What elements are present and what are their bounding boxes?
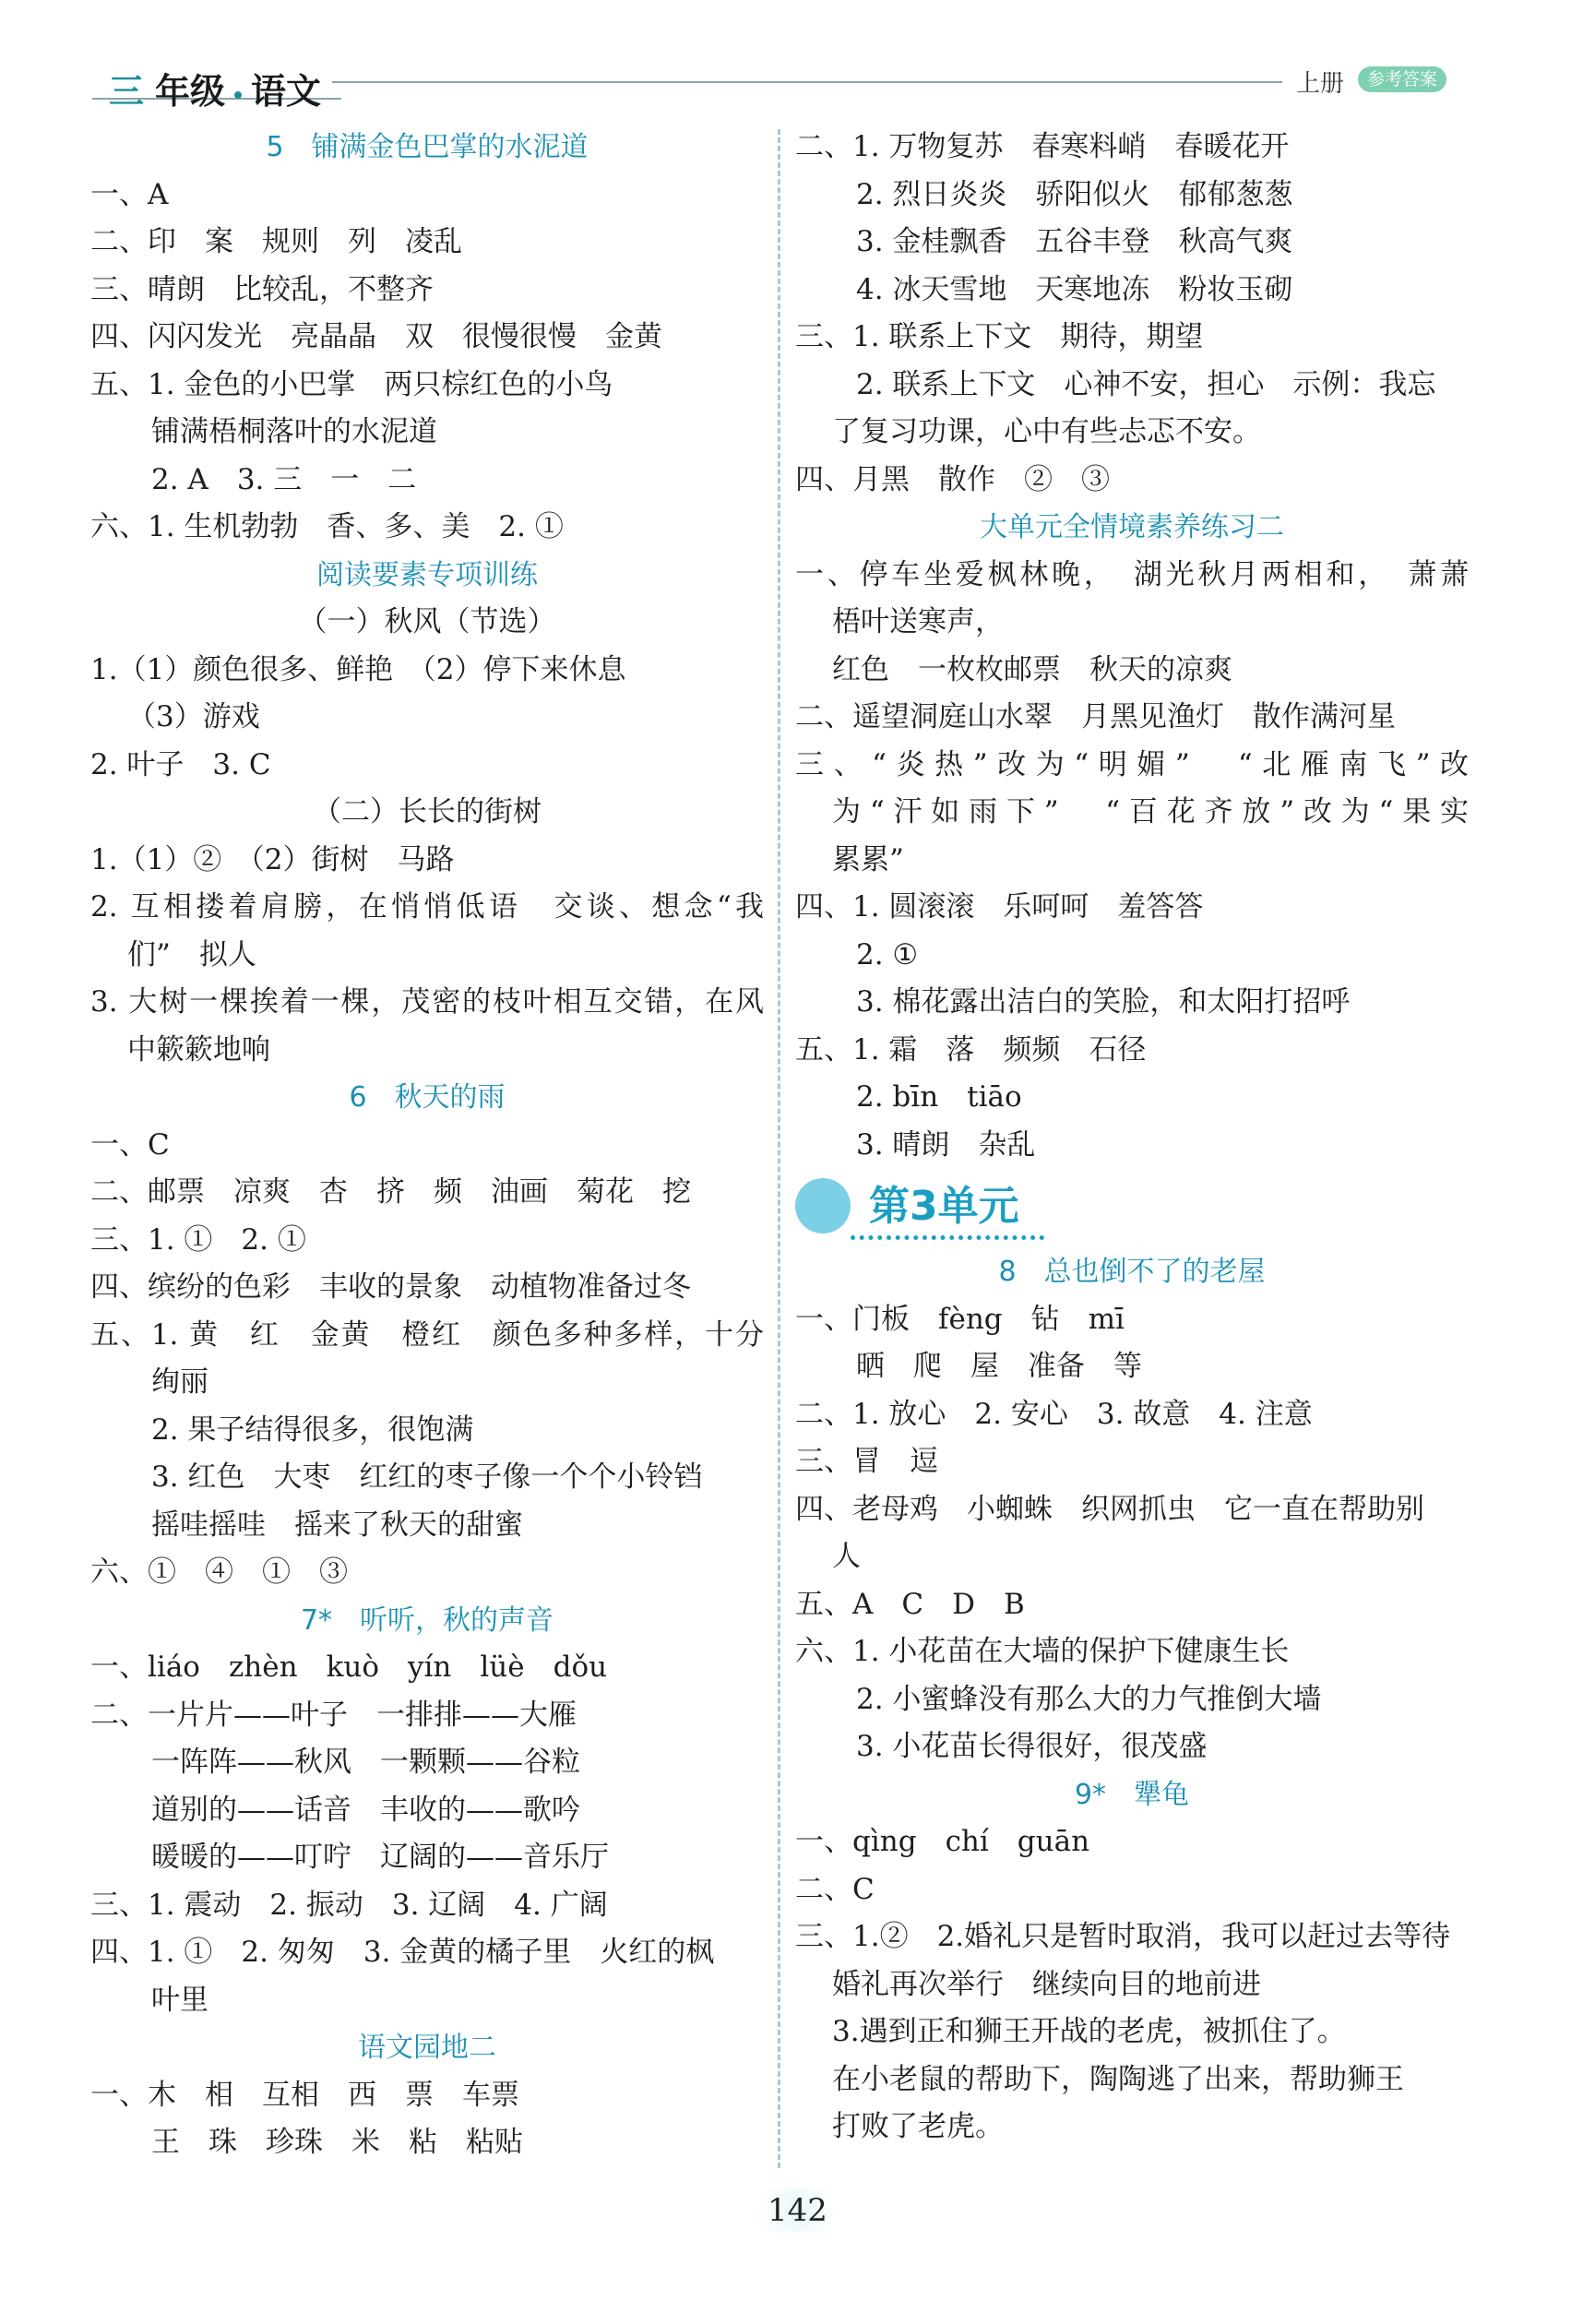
left-column: [90, 124, 764, 2167]
page-number: [0, 2188, 1595, 2233]
answer-line: 打败了老虎。: [832, 2110, 1004, 2143]
answer-line: 二、邮票 凉爽 杏 挤 频 油画 菊花 挖: [90, 1175, 691, 1209]
section-title: 7* 听听，秋的声音: [300, 1603, 554, 1637]
answer-line: 为“汗如雨下” “百花齐放”改为“果实: [832, 795, 1469, 828]
answer-line: 四、缤纷的色彩 丰收的景象 动植物准备过冬: [90, 1270, 691, 1304]
answer-line: 一、停车坐爱枫林晚， 湖光秋月两相和， 萧萧: [795, 557, 1469, 591]
answer-line: 3. 红色 大枣 红红的枣子像一个个小铃铛: [151, 1460, 703, 1494]
answer-line: 梧叶送寒声，: [832, 605, 1004, 638]
answer-line: 中簌簌地响: [127, 1032, 270, 1067]
answer-line: 摇哇摇哇 摇来了秋天的甜蜜: [151, 1508, 523, 1542]
answer-line: 累累”: [832, 842, 904, 876]
section-subtitle: （二）长长的街树: [313, 795, 542, 828]
answer-line: 3. 大树一棵挨着一棵，茂密的枝叶相互交错，在风: [90, 985, 764, 1019]
page-header: [92, 61, 1458, 116]
answer-line: 王 珠 珍珠 米 粘 粘贴: [151, 2126, 523, 2159]
answer-line: 2. 叶子 3. C: [90, 747, 271, 781]
section-title: 8 总也倒不了的老屋: [998, 1256, 1266, 1288]
unit-heading: 第3单元: [869, 1183, 1019, 1230]
answer-line: 四、1. 圆滚滚 乐呵呵 羞答答: [795, 890, 1204, 924]
answer-line: 五、1. 金色的小巴掌 两只棕红色的小鸟: [90, 367, 613, 401]
answer-line: 1.（1）颜色很多、鲜艳 （2）停下来休息: [90, 652, 626, 686]
section-title: 大单元全情境素养练习二: [980, 511, 1284, 543]
answer-line: 四、闪闪发光 亮晶晶 双 很慢很慢 金黄: [90, 320, 662, 353]
answer-line: 一、木 相 互相 西 票 车票: [90, 2078, 519, 2112]
dot-separator-icon: [234, 91, 242, 99]
answer-line: 二、遥望洞庭山水翠 月黑见渔灯 散作满河星: [795, 700, 1396, 733]
answer-line: 暖暖的——叮咛 辽阔的——音乐厅: [151, 1841, 609, 1874]
answer-line: 三、1. 震动 2. 振动 3. 辽阔 4. 广阔: [90, 1888, 608, 1922]
answer-line: 二、1. 放心 2. 安心 3. 故意 4. 注意: [795, 1397, 1313, 1431]
answer-line: 2. 果子结得很多，很饱满: [151, 1412, 474, 1447]
answer-line: 2. 烈日炎炎 骄阳似火 郁郁葱葱: [856, 177, 1293, 211]
answer-line: 一、liáo zhèn kuò yín lüè dǒu: [90, 1651, 608, 1684]
section-title: 5 铺满金色巴掌的水泥道: [266, 131, 589, 163]
answer-line: 们” 拟人: [127, 937, 256, 971]
answer-line: 三、冒 逗: [795, 1445, 938, 1478]
answer-line: 铺满梧桐落叶的水泥道: [151, 415, 437, 448]
answer-line: 一、门板 fèng 钻 mī: [795, 1302, 1125, 1336]
answer-line: 三、1.② 2.婚礼只是暂时取消，我可以赶过去等待: [795, 1920, 1451, 1953]
answer-line: 2. 互相搂着肩膀，在悄悄低语 交谈、想念“我: [90, 890, 764, 924]
subject-label: 语文: [251, 70, 322, 112]
answer-line: 四、老母鸡 小蜘蛛 织网抓虫 它一直在帮助别: [795, 1492, 1424, 1526]
answer-key-badge: 参考答案: [1358, 66, 1446, 92]
answer-line: 四、1. ① 2. 匆匆 3. 金黄的橘子里 火红的枫: [90, 1936, 715, 1969]
volume-label: 上册: [1296, 70, 1345, 98]
answer-line: 晒 爬 屋 准备 等: [856, 1350, 1142, 1383]
answer-line: 六、1. 小花苗在大墙的保护下健康生长: [795, 1635, 1290, 1668]
answer-line: 五、A C D B: [795, 1587, 1025, 1621]
answer-line: 在小老鼠的帮助下，陶陶逃了出来，帮助狮王: [832, 2062, 1404, 2096]
answer-line: 一、A: [90, 177, 169, 211]
answer-line: 二、1. 万物复苏 春寒料峭 春暖花开: [795, 130, 1290, 163]
answer-line: 四、月黑 散作 ② ③: [795, 462, 1110, 496]
answer-line: 4. 冰天雪地 天寒地冻 粉妆玉砌: [856, 272, 1293, 306]
answer-line: 三、“炎热”改为“明媚” “北雁南飞”改: [795, 747, 1469, 781]
page-number-text: 142: [751, 2188, 844, 2233]
answer-line: 红色 一枚枚邮票 秋天的凉爽: [832, 652, 1232, 686]
answer-line: 3. 晴朗 杂乱: [856, 1127, 1036, 1162]
section-title: 语文园地二: [358, 2032, 496, 2064]
answer-line: 绚丽: [151, 1365, 208, 1399]
column-divider: [778, 129, 780, 2168]
unit-banner: [795, 1171, 1469, 1245]
answer-line: 一阵阵——秋风 一颗颗——谷粒: [151, 1746, 580, 1779]
header-rule: [332, 81, 1282, 83]
answer-line: 3. 棉花露出洁白的笑脸，和太阳打招呼: [856, 985, 1351, 1019]
answer-line: 道别的——话音 丰收的——歌吟: [151, 1793, 580, 1827]
answer-line: 1.（1）② （2）街树 马路: [90, 842, 455, 876]
section-subtitle: （一）秋风（节选）: [298, 605, 556, 638]
unit-circle-icon: [795, 1178, 851, 1234]
grade-label: 年级: [155, 70, 226, 112]
answer-line: 3. 金桂飘香 五谷丰登 秋高气爽: [856, 225, 1293, 258]
answer-line: 六、① ④ ① ③: [90, 1555, 348, 1589]
answer-line: （3）游戏: [127, 700, 260, 733]
answer-line: 二、印 案 规则 列 凌乱: [90, 225, 462, 258]
section-title: 6 秋天的雨: [349, 1081, 506, 1114]
answer-line: 2. ①: [856, 937, 919, 971]
answer-line: 2. A 3. 三 一 二: [151, 462, 417, 496]
grade-subject-label: [109, 63, 321, 113]
grade-number: 三: [109, 70, 145, 112]
answer-line: 叶里: [151, 1983, 208, 2017]
answer-line: 三、1. ① 2. ①: [90, 1222, 306, 1257]
answer-line: 一、C: [90, 1127, 170, 1162]
answer-line: 五、1. 霜 落 频频 石径: [795, 1032, 1147, 1067]
answer-line: 婚礼再次举行 继续向目的地前进: [832, 1967, 1261, 2001]
answer-line: 三、晴朗 比较乱，不整齐: [90, 272, 434, 306]
answer-line: 六、1. 生机勃勃 香、多、美 2. ①: [90, 510, 564, 543]
section-title: 9* 犟龟: [1074, 1778, 1190, 1811]
unit-dotted-underline: [851, 1235, 1044, 1240]
answer-line: 2. 联系上下文 心神不安，担心 示例：我忘: [856, 367, 1436, 401]
answer-line: 一、qìng chí guān: [795, 1825, 1090, 1858]
answer-line: 了复习功课，心中有些忐忑不安。: [832, 415, 1261, 448]
answer-line: 2. bīn tiāo: [856, 1080, 1022, 1114]
answer-line: 3.遇到正和狮王开战的老虎，被抓住了。: [832, 2015, 1346, 2048]
answer-line: 二、C: [795, 1872, 875, 1906]
answer-line: 3. 小花苗长得很好，很茂盛: [856, 1730, 1208, 1763]
answer-line: 三、1. 联系上下文 期待，期望: [795, 320, 1204, 353]
answer-line: 2. 小蜜蜂没有那么大的力气推倒大墙: [856, 1682, 1322, 1716]
answer-line: 二、一片片——叶子 一排排——大雁: [90, 1698, 577, 1732]
answer-line: 人: [832, 1540, 861, 1573]
right-column: [795, 124, 1469, 2151]
section-title: 阅读要素专项训练: [316, 558, 538, 591]
answer-line: 五、1. 黄 红 金黄 橙红 颜色多种多样，十分: [90, 1317, 764, 1352]
